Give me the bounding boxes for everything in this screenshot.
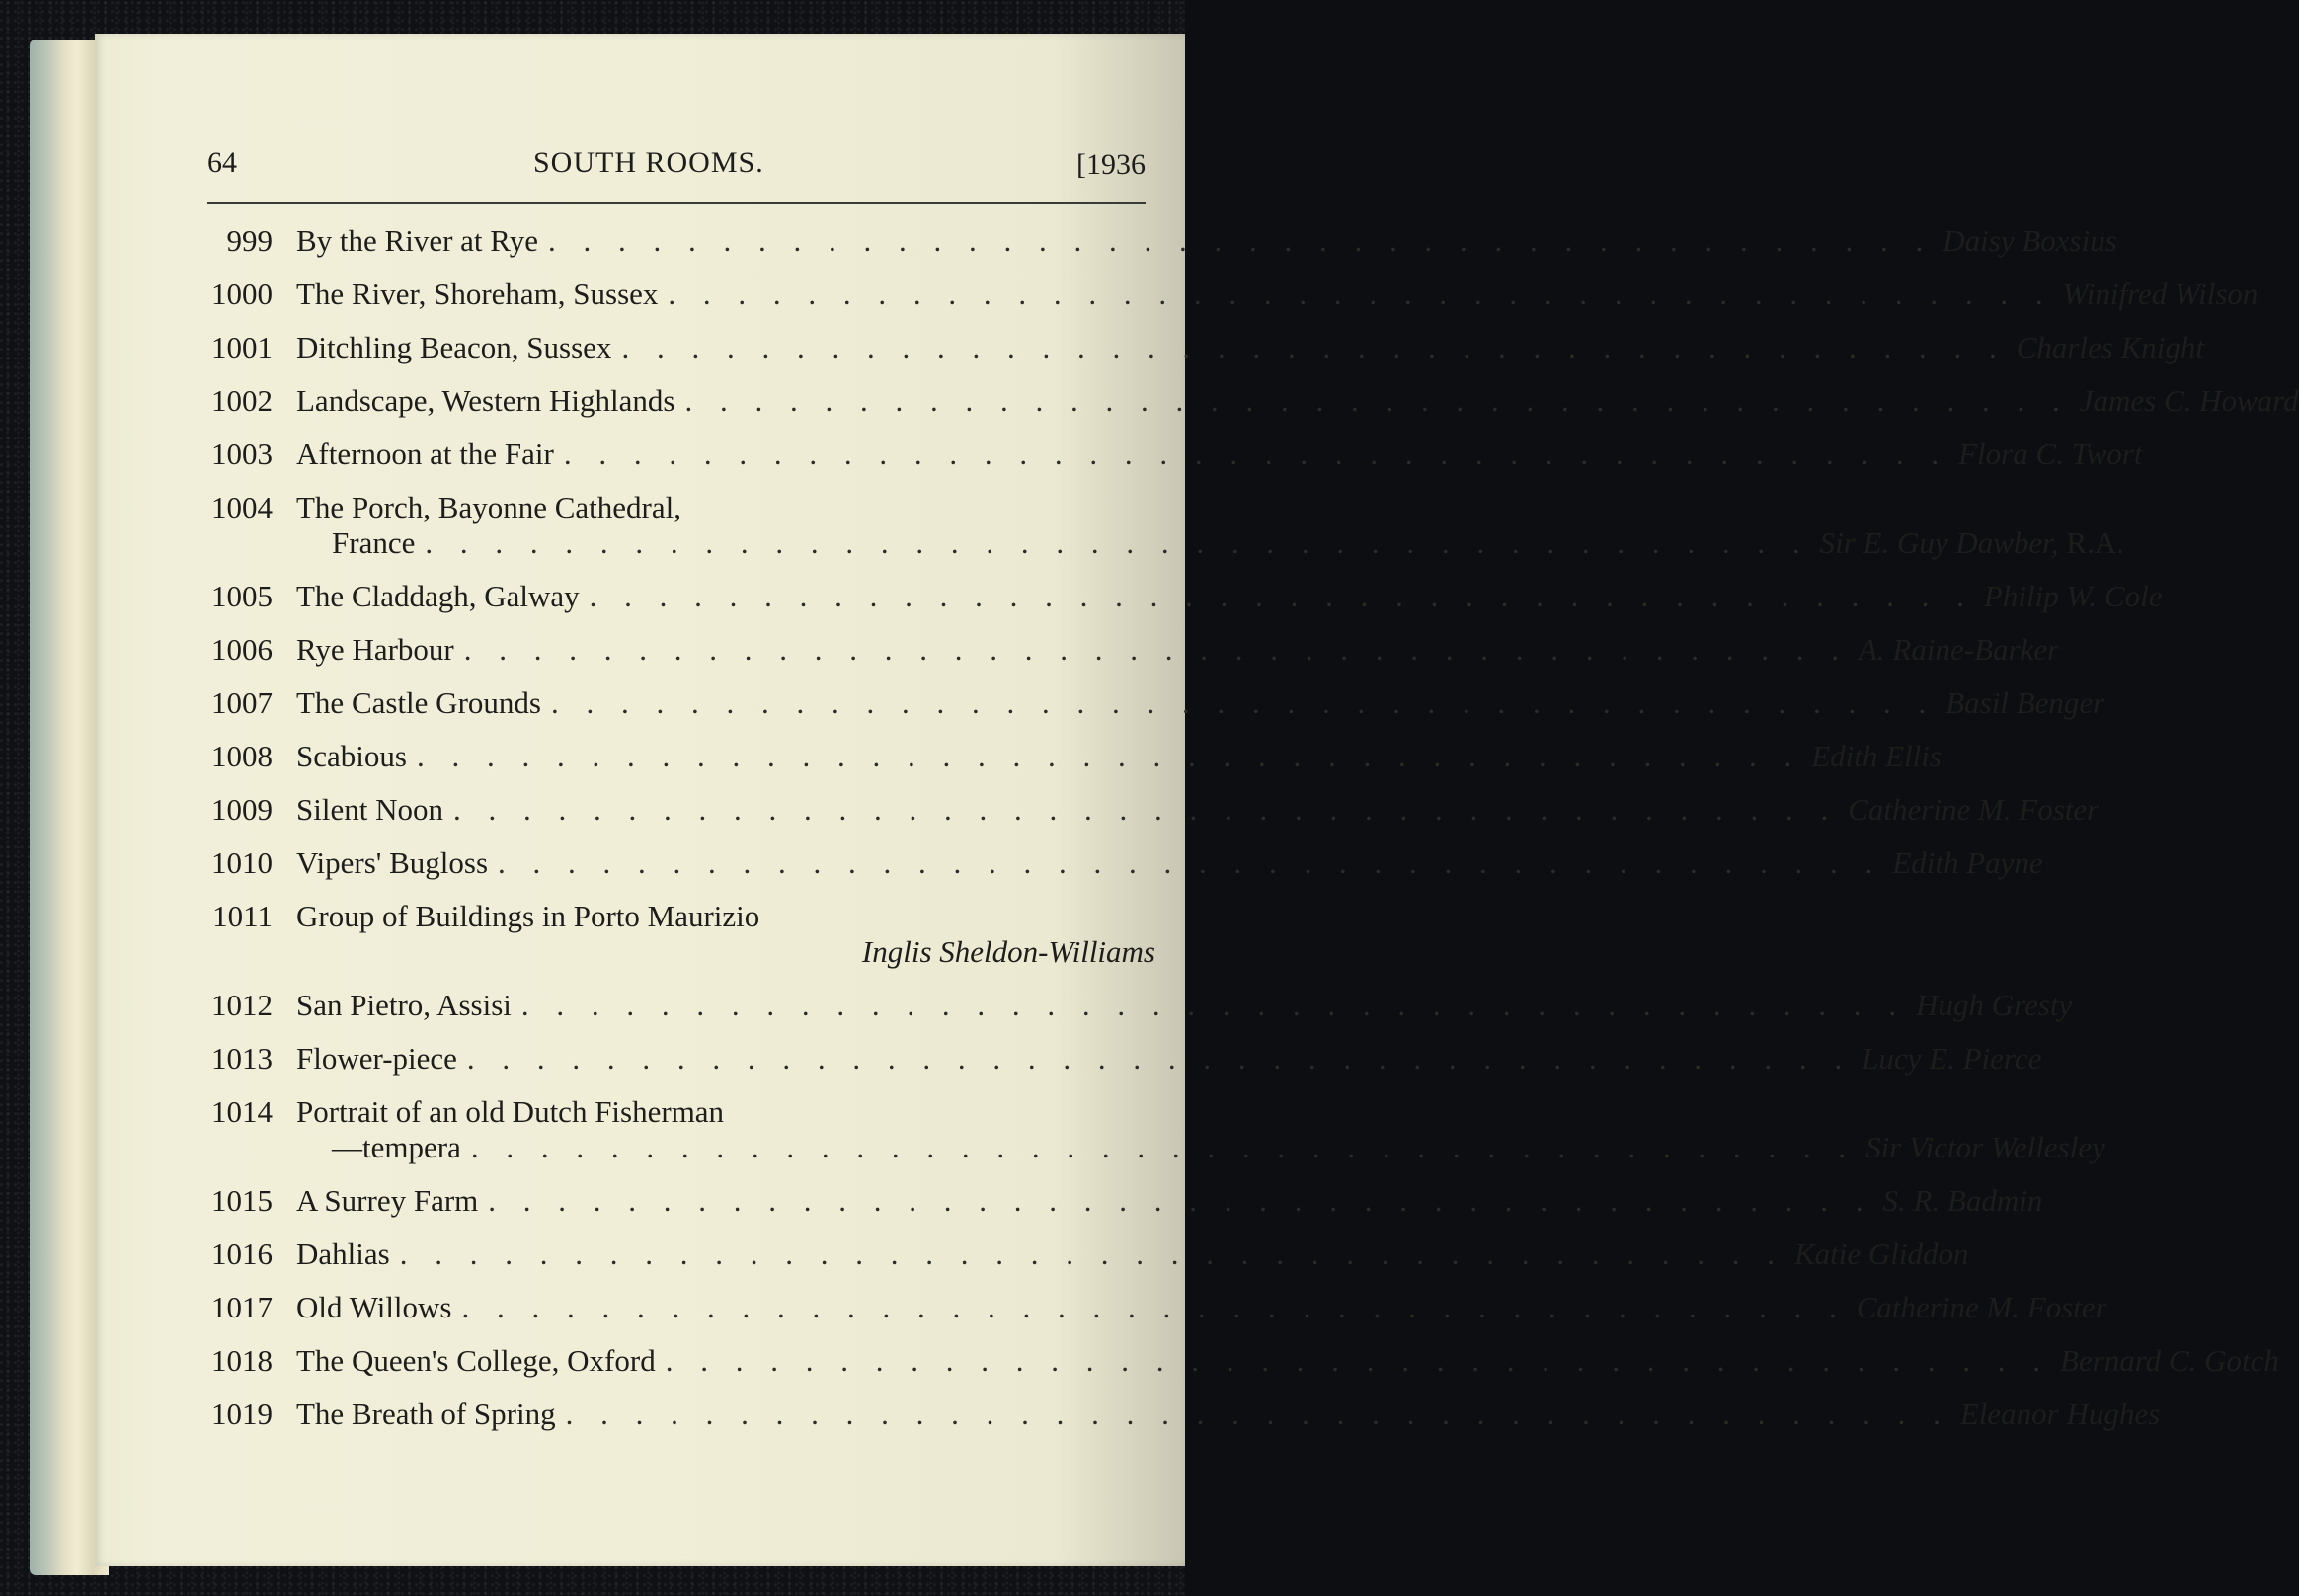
artwork-title: The Castle Grounds	[296, 685, 541, 720]
artwork-title: The Claddagh, Galway	[296, 579, 580, 613]
artist-name	[1859, 632, 2059, 668]
artist-text: Inglis Sheldon-Williams	[861, 934, 1155, 969]
leader-dots: . . . . . . . . . . . . . . . . . . . . . . . . . . . . . . . . . . . . . . . .	[665, 1343, 2050, 1378]
catalogue-entry	[198, 1183, 2043, 1219]
artwork-title: Vipers' Bugloss	[296, 845, 489, 880]
entry-line	[296, 1343, 2279, 1379]
entry-line	[296, 223, 2117, 259]
catalogue-entry	[198, 988, 2073, 1023]
artist-name	[1820, 525, 2124, 561]
entry-number: 1002	[211, 383, 273, 418]
artist-text: James C. Howard	[2079, 383, 2299, 418]
artist-name	[1984, 579, 2163, 614]
artist-text: Edith Ellis	[1811, 739, 1942, 773]
artist-name	[1857, 1290, 2107, 1325]
entry-line-artist	[296, 934, 1155, 970]
artist-text: Sir E. Guy Dawber,	[1819, 525, 2059, 560]
catalogue-entry	[198, 437, 2143, 472]
entry-body	[296, 845, 2043, 881]
artwork-title: Scabious	[296, 739, 407, 773]
catalogue-entry	[198, 490, 2124, 561]
artist-name	[1916, 988, 2072, 1023]
artist-name	[1862, 1041, 2041, 1077]
entry-number: 1003	[211, 437, 273, 471]
artwork-title: Dahlias	[296, 1237, 390, 1271]
entry-line	[296, 739, 1942, 774]
entry-line	[296, 383, 2299, 419]
artist-text: Catherine M. Foster	[1848, 792, 2100, 827]
entry-body	[296, 1396, 2160, 1432]
artist-text: Basil Benger	[1945, 685, 2105, 720]
entry-number: 1000	[211, 277, 273, 311]
artist-honours: R.A.	[2066, 525, 2124, 560]
entry-body	[296, 1094, 2105, 1165]
page-header	[207, 146, 1146, 186]
artwork-title: By the River at Rye	[296, 223, 538, 258]
entry-body	[296, 330, 2204, 365]
leader-dots: . . . . . . . . . . . . . . . . . . . . . . . . . . . . . . . . . . . . . . . .	[470, 1130, 1857, 1164]
artist-name	[1960, 1396, 2160, 1432]
leader-dots: . . . . . . . . . . . . . . . . . . . . . . . . . . . . . . . . . . . . . . . .	[684, 383, 2070, 418]
artwork-title: The Queen's College, Oxford	[296, 1343, 656, 1378]
catalogue-entry	[198, 277, 2259, 312]
artwork-title: The Breath of Spring	[296, 1396, 556, 1431]
artwork-title: Afternoon at the Fair	[296, 437, 554, 471]
entry-line	[296, 490, 2124, 525]
entry-body	[296, 1343, 2279, 1379]
entry-list	[198, 223, 2299, 1450]
leader-dots: . . . . . . . . . . . . . . . . . . . . . . . . . . . . . . . . . . . . . . . .	[548, 223, 1934, 258]
entry-body	[296, 579, 2162, 614]
artist-name	[862, 934, 1155, 970]
artist-text: Catherine M. Foster	[1856, 1290, 2107, 1324]
artwork-title: Portrait of an old Dutch Fisherman	[296, 1094, 725, 1129]
artwork-title-continued: France	[332, 525, 416, 560]
entry-number: 1019	[211, 1396, 273, 1431]
catalogue-entry	[198, 685, 2105, 721]
catalogue-entry	[198, 792, 2100, 828]
artwork-title-continued: —tempera	[332, 1130, 461, 1164]
artist-text: Edith Payne	[1892, 845, 2043, 880]
artist-text: S. R. Badmin	[1882, 1183, 2043, 1218]
entry-body	[296, 223, 2117, 259]
leader-dots: . . . . . . . . . . . . . . . . . . . . . . . . . . . . . . . . . . . . . . . .	[668, 277, 2053, 311]
entry-number: 1001	[211, 330, 273, 364]
room-title: SOUTH ROOMS.	[533, 146, 764, 179]
entry-number: 1009	[211, 792, 273, 827]
artwork-title: Silent Noon	[296, 792, 443, 827]
leader-dots: . . . . . . . . . . . . . . . . . . . . . . . . . . . . . . . . . . . . . . . .	[498, 845, 1883, 880]
catalogue-entry	[198, 1290, 2107, 1325]
artist-text: Katie Gliddon	[1793, 1237, 1969, 1271]
entry-body	[296, 277, 2258, 312]
artist-text: Flora C. Twort	[1958, 437, 2143, 471]
artwork-title: A Surrey Farm	[296, 1183, 479, 1218]
artist-text: Philip W. Cole	[1983, 579, 2163, 613]
entry-number: 1011	[212, 899, 273, 933]
artist-text: Daisy Boxsius	[1942, 223, 2117, 258]
entry-body	[296, 899, 1155, 970]
artwork-title: The Porch, Bayonne Cathedral,	[296, 490, 681, 524]
entry-number: 1007	[211, 685, 273, 720]
artist-name	[1958, 437, 2142, 472]
entry-line	[296, 437, 2142, 472]
entry-number: 1006	[211, 632, 273, 667]
entry-line	[296, 792, 2099, 828]
artist-text: Eleanor Hughes	[1959, 1396, 2161, 1431]
catalogue-entry	[198, 1237, 1969, 1272]
artist-text: Lucy E. Pierce	[1862, 1041, 2042, 1076]
artist-text: Hugh Gresty	[1916, 988, 2073, 1022]
header-rule	[207, 202, 1146, 204]
leader-dots: . . . . . . . . . . . . . . . . . . . . . . . . . . . . . . . . . . . . . . . .	[463, 632, 1849, 667]
artist-name	[2063, 277, 2259, 312]
artist-name	[2060, 1343, 2279, 1379]
entry-line-continued	[296, 525, 2124, 561]
catalogue-entry	[198, 1396, 2161, 1432]
leader-dots: . . . . . . . . . . . . . . . . . . . . . . . . . . . . . . . . . . . . . . . .	[461, 1290, 1847, 1324]
entry-line	[296, 988, 2072, 1023]
artwork-title: Rye Harbour	[296, 632, 454, 667]
entry-number: 1014	[211, 1094, 273, 1129]
leader-dots: . . . . . . . . . . . . . . . . . . . . . . . . . . . . . . . . . . . . . . . .	[621, 330, 2007, 364]
entry-body	[296, 632, 2059, 668]
entry-number: 1018	[211, 1343, 273, 1378]
entry-body	[296, 1237, 1968, 1272]
artist-name	[1811, 739, 1942, 774]
artwork-title: Group of Buildings in Porto Maurizio	[296, 899, 760, 933]
leader-dots: . . . . . . . . . . . . . . . . . . . . . . . . . . . . . . . . . . . . . . . .	[466, 1041, 1853, 1076]
catalogue-entry	[198, 632, 2060, 668]
entry-line	[296, 277, 2258, 312]
catalogue-entry	[198, 330, 2205, 365]
leader-dots: . . . . . . . . . . . . . . . . . . . . . . . . . . . . . . . . . . . . . . . .	[589, 579, 1974, 613]
entry-number: 1010	[211, 845, 273, 880]
catalogue-entry	[198, 1343, 2279, 1379]
artist-name	[1942, 223, 2117, 259]
entry-line	[296, 685, 2104, 721]
catalogue-entry	[198, 845, 2043, 881]
entry-body	[296, 437, 2142, 472]
year-label: [1936	[1076, 148, 1146, 181]
catalogue-entry	[198, 383, 2299, 419]
artist-text: Charles Knight	[2016, 330, 2205, 364]
catalogue-entry	[198, 1094, 2105, 1165]
entry-line	[296, 1237, 1968, 1272]
entry-body	[296, 383, 2299, 419]
entry-body	[296, 685, 2104, 721]
entry-line	[296, 845, 2043, 881]
artist-name	[1848, 792, 2099, 828]
entry-number: 999	[226, 223, 273, 258]
entry-body	[296, 1290, 2107, 1325]
entry-line	[296, 579, 2162, 614]
entry-line	[296, 632, 2059, 668]
leader-dots: . . . . . . . . . . . . . . . . . . . . . . . . . . . . . . . . . . . . . . . .	[416, 739, 1802, 773]
artist-text: A. Raine-Barker	[1859, 632, 2060, 667]
catalogue-entry	[198, 1041, 2042, 1077]
artwork-title: San Pietro, Assisi	[296, 988, 512, 1022]
entry-body	[296, 1183, 2042, 1219]
artist-name	[2017, 330, 2204, 365]
artist-name	[1883, 1183, 2043, 1219]
artwork-title: Ditchling Beacon, Sussex	[296, 330, 612, 364]
leader-dots: . . . . . . . . . . . . . . . . . . . . . . . . . . . . . . . . . . . . . . . .	[488, 1183, 1873, 1218]
entry-body	[296, 792, 2099, 828]
entry-body	[296, 988, 2072, 1023]
entry-number: 1017	[211, 1290, 273, 1324]
entry-body	[296, 490, 2124, 561]
entry-line	[296, 1290, 2107, 1325]
entry-number: 1016	[211, 1237, 273, 1271]
artwork-title: The River, Shoreham, Sussex	[296, 277, 659, 311]
catalogue-entry	[198, 739, 1942, 774]
catalogue-entry	[198, 223, 2117, 259]
catalogue-entry	[198, 579, 2163, 614]
leader-dots: . . . . . . . . . . . . . . . . . . . . . . . . . . . . . . . . . . . . . . . .	[565, 1396, 1950, 1431]
catalogue-entry	[198, 899, 1155, 970]
artwork-title: Old Willows	[296, 1290, 452, 1324]
leader-dots: . . . . . . . . . . . . . . . . . . . . . . . . . . . . . . . . . . . . . . . .	[550, 685, 1937, 720]
artist-name	[1794, 1237, 1969, 1272]
leader-dots: . . . . . . . . . . . . . . . . . . . . . . . . . . . . . . . . . . . . . . . .	[399, 1237, 1784, 1271]
artist-text: Winifred Wilson	[2062, 277, 2259, 311]
artist-text: Bernard C. Gotch	[2059, 1343, 2279, 1378]
entry-number: 1005	[211, 579, 273, 613]
leader-dots: . . . . . . . . . . . . . . . . . . . . . . . . . . . . . . . . . . . . . . . .	[425, 525, 1810, 560]
artist-name	[2080, 383, 2299, 419]
entry-number: 1015	[211, 1183, 273, 1218]
artist-name	[1892, 845, 2042, 881]
entry-line	[296, 899, 1155, 934]
leader-dots: . . . . . . . . . . . . . . . . . . . . . . . . . . . . . . . . . . . . . . . .	[452, 792, 1839, 827]
page-number: 64	[207, 146, 237, 179]
artwork-title: Flower-piece	[296, 1041, 457, 1076]
artist-name	[1865, 1130, 2105, 1165]
artist-text: Sir Victor Wellesley	[1865, 1130, 2105, 1164]
artist-name	[1945, 685, 2104, 721]
entry-line	[296, 330, 2204, 365]
entry-number: 1008	[211, 739, 273, 773]
entry-line	[296, 1183, 2042, 1219]
leader-dots: . . . . . . . . . . . . . . . . . . . . . . . . . . . . . . . . . . . . . . . .	[563, 437, 1949, 471]
entry-body	[296, 1041, 2041, 1077]
entry-line-continued	[296, 1130, 2105, 1165]
entry-number: 1013	[211, 1041, 273, 1076]
entry-number: 1012	[211, 988, 273, 1022]
entry-body	[296, 739, 1942, 774]
artwork-title: Landscape, Western Highlands	[296, 383, 675, 418]
entry-line	[296, 1041, 2041, 1077]
entry-line	[296, 1396, 2160, 1432]
entry-line	[296, 1094, 2105, 1130]
entry-number: 1004	[211, 490, 273, 524]
leader-dots: . . . . . . . . . . . . . . . . . . . . . . . . . . . . . . . . . . . . . . . .	[520, 988, 1907, 1022]
